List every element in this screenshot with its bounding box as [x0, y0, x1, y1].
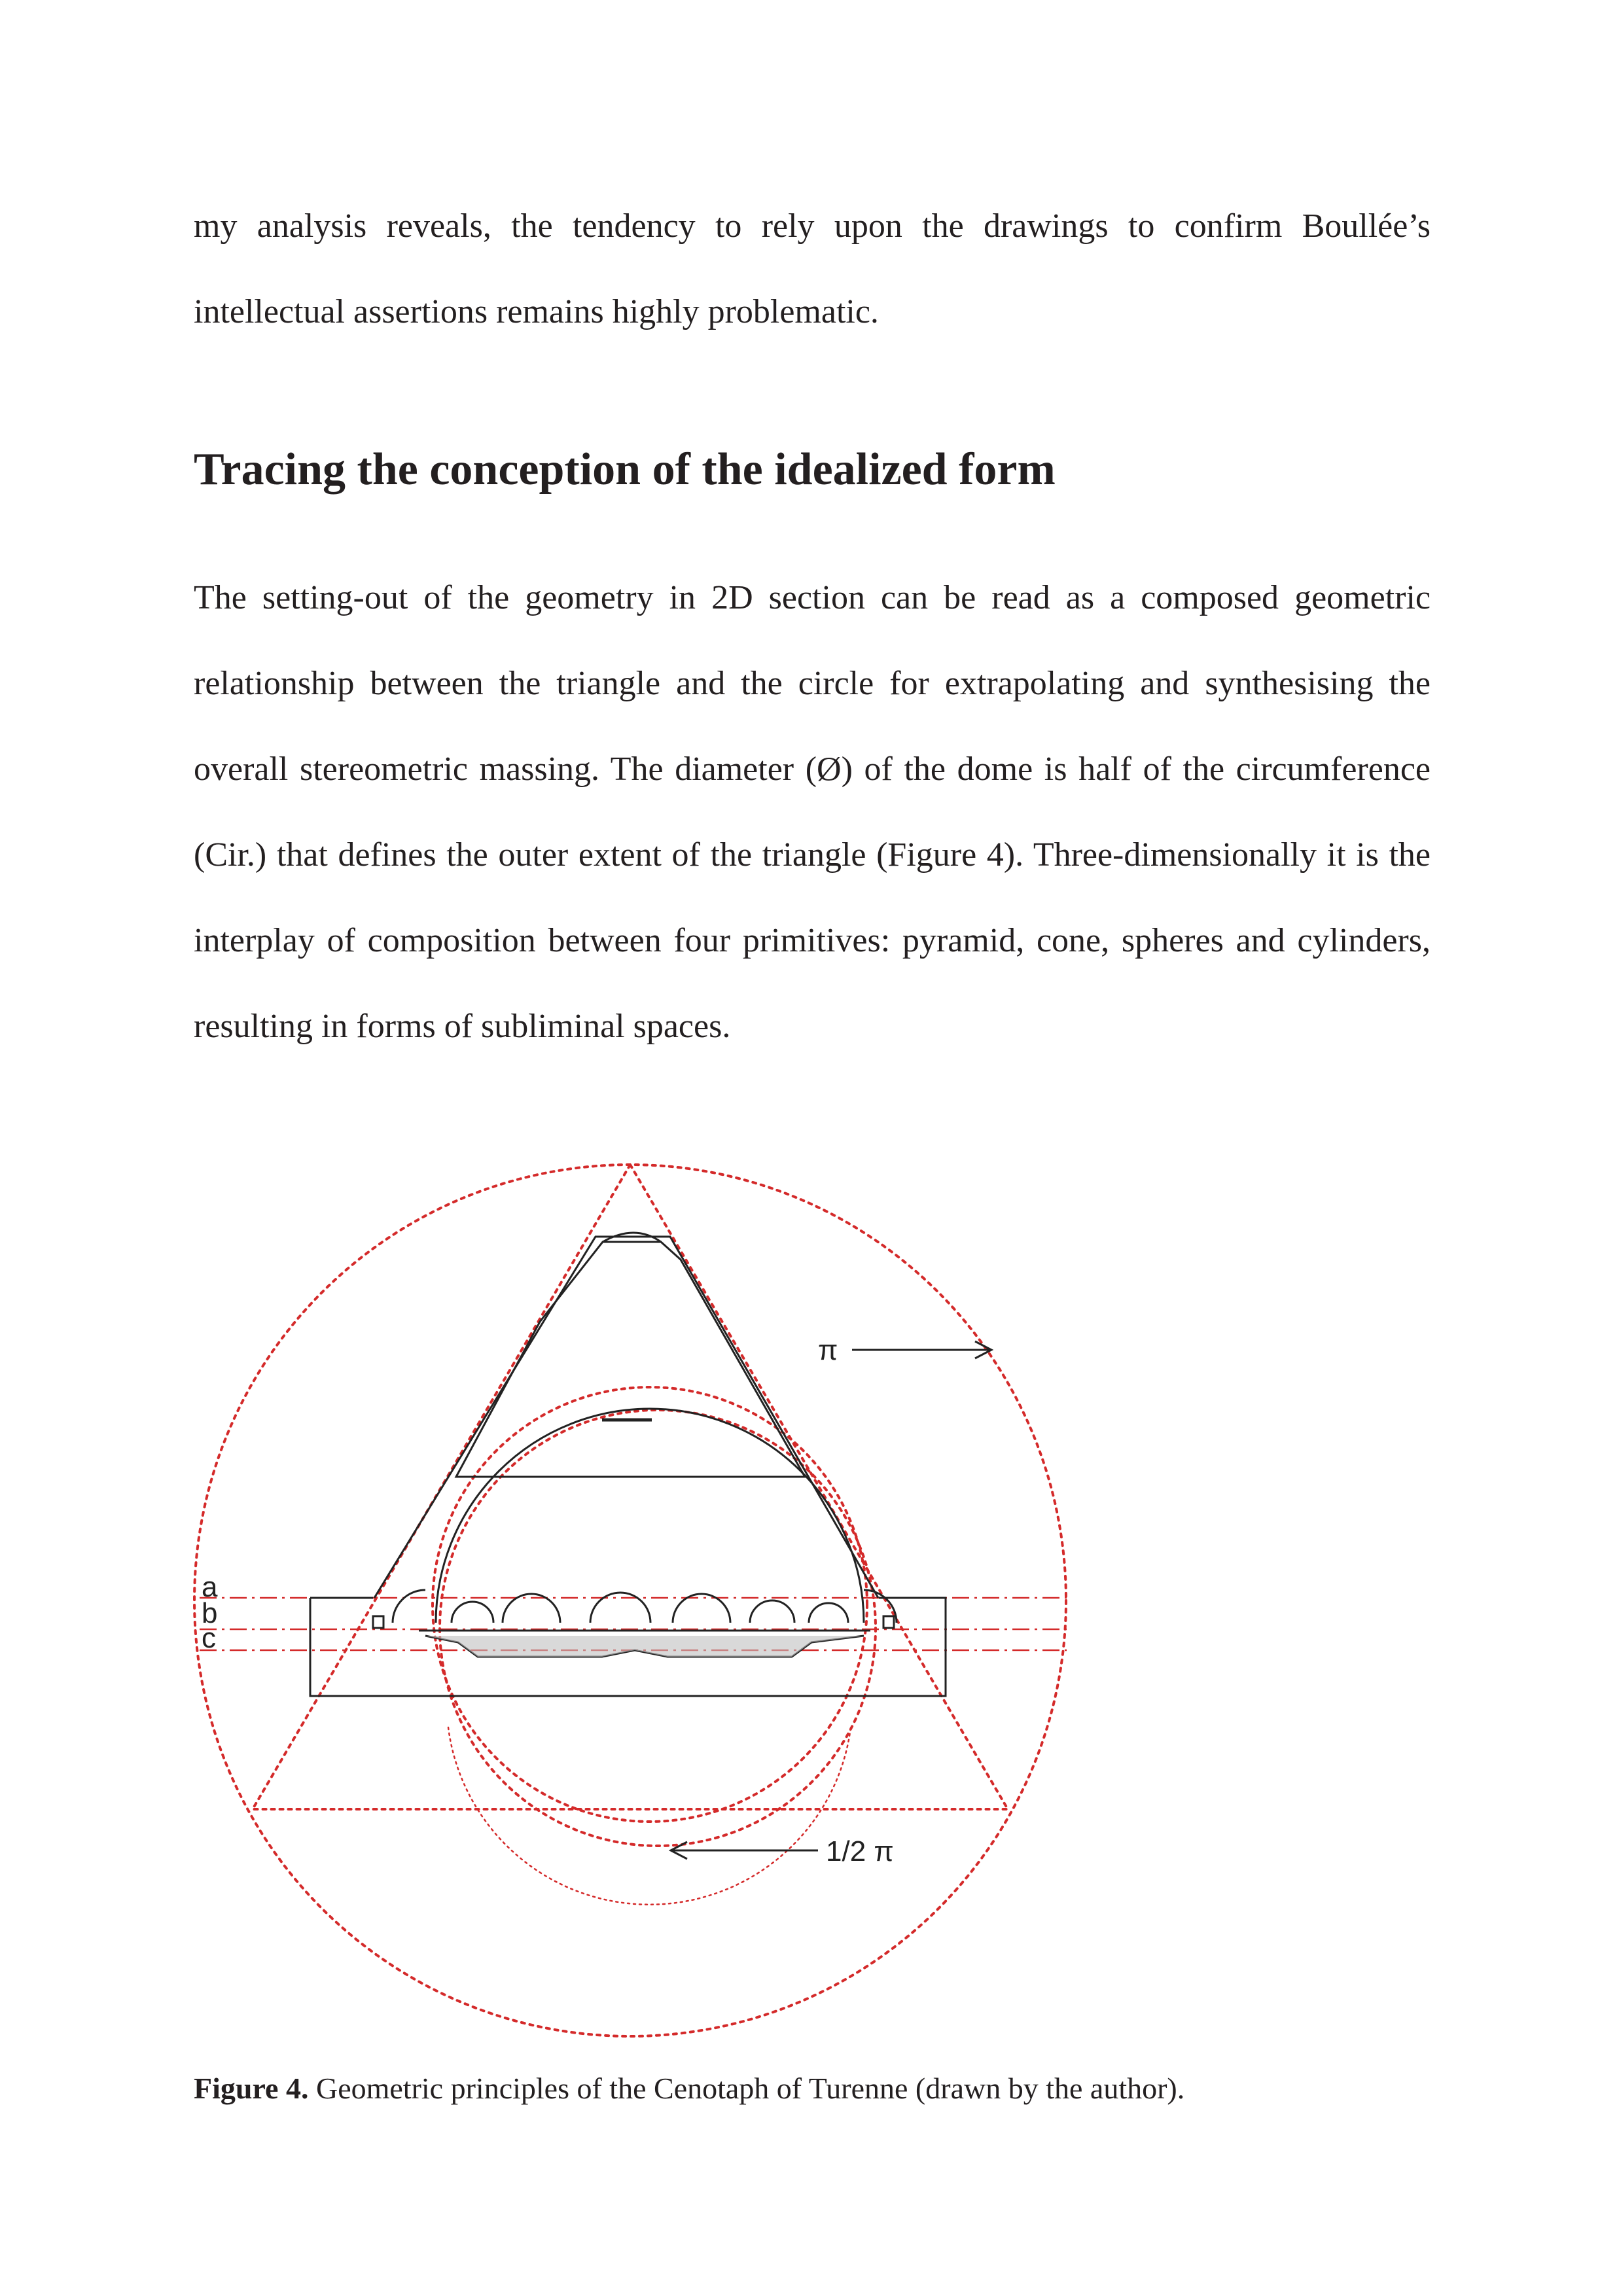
paragraph-continuation: my analysis reveals, the tendency to rely upon the drawings to confirm Boullée’s intellectual assertions remains highly problematic. [194, 207, 1431, 330]
figure-4 [190, 1139, 1106, 2041]
small-dome [809, 1603, 848, 1623]
side-quarter-dome [864, 1590, 897, 1623]
main-dome [436, 1409, 864, 1623]
cone-inner [456, 1242, 805, 1477]
column-square [373, 1616, 383, 1628]
section-heading: Tracing the conception of the idealized form [194, 444, 1056, 495]
column-square [883, 1616, 894, 1628]
half-pi-label: 1/2 π [826, 1835, 894, 1867]
geometry-diagram [190, 1139, 1106, 2041]
outer-circle [194, 1165, 1066, 2036]
pi-label: π [818, 1334, 838, 1366]
small-dome [452, 1602, 493, 1623]
label-a: a [202, 1571, 218, 1603]
dome-circle [433, 1387, 867, 1822]
half-pi-circle [440, 1410, 876, 1846]
paragraph-body: The setting-out of the geometry in 2D section can be read as a composed geometric relationship between the triangle and the circle for extrapolating and synthesising the overall stereometric massing. The diameter (Ø) of the dome is half of the circumference (Cir.) that defines the outer extent of the triangle (Figure 4). Three-dimensionally it is the interplay of composition between four primitives: pyramid, cone, spheres and cylinders, resulting in forms of subliminal spaces. [194, 579, 1431, 1045]
label-c: c [202, 1622, 216, 1654]
construction-triangle [253, 1165, 1008, 1809]
cone-outline [374, 1237, 878, 1598]
caption-text: Geometric principles of the Cenotaph of Turenne (drawn by the author). [308, 2072, 1185, 2105]
figure-caption [194, 2071, 1184, 2106]
inner-arc [448, 1727, 851, 1905]
small-dome [750, 1600, 794, 1623]
crypt-fill [425, 1636, 864, 1657]
caption-label: Figure 4. [194, 2072, 309, 2105]
side-quarter-dome [393, 1590, 425, 1623]
label-b: b [202, 1597, 218, 1629]
